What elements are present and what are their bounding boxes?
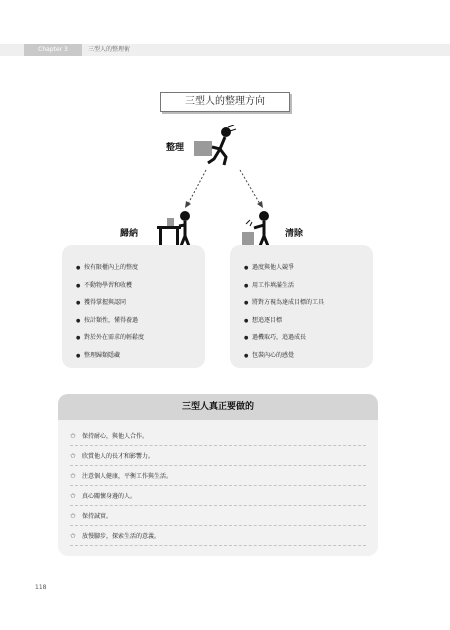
list-item: ● 包裝內心的感覺	[244, 351, 295, 359]
list-item: ✩ 欣賞他人的長才和影響力。	[70, 446, 366, 466]
diagram-title: 三型人的整理方向	[160, 92, 290, 112]
star-icon: ✩	[70, 472, 76, 480]
star-icon: ✩	[70, 432, 76, 440]
list-item: ● 將對方視為達成目標的工具	[244, 299, 325, 306]
left-label: 歸納	[120, 229, 139, 239]
star-icon: ✩	[70, 452, 76, 460]
discard-figure-icon	[240, 210, 282, 248]
panel-title: 三型人真正要做的	[58, 394, 378, 420]
star-icon: ✩	[70, 532, 76, 540]
chapter-label: Chapter 3	[24, 44, 82, 56]
list-item: ● 按計類性，懂得養過	[76, 316, 139, 324]
list-item: ✩ 保持耐心，與他人合作。	[70, 426, 366, 446]
list-item: ✩ 真心關懷身邊的人。	[70, 486, 366, 506]
right-label: 清除	[285, 229, 304, 239]
top-label: 整理	[166, 143, 185, 153]
page-number: 118	[35, 584, 47, 591]
list-item: ● 過度與他人競爭	[244, 264, 295, 271]
right-box	[230, 245, 373, 368]
list-item: ● 想追逐目標	[244, 316, 283, 324]
list-item: ● 用工作填滿生活	[244, 281, 295, 289]
action-panel	[58, 394, 378, 556]
list-item: ✩ 放慢腳步，探索生活的意義。	[70, 526, 366, 546]
list-item: ● 過機取巧，追過成長	[244, 334, 307, 341]
star-icon: ✩	[70, 492, 76, 500]
list-item: ● 獲得掌握與認同	[76, 299, 127, 306]
carrying-box-figure-icon	[192, 125, 238, 167]
list-item: ● 按有限櫃內上的整度	[76, 264, 139, 271]
list-item: ✩ 保持誠實。	[70, 506, 366, 526]
list-item: ● 不動物學習和收穫	[76, 281, 133, 289]
star-icon: ✩	[70, 512, 76, 520]
list-item: ● 對於外在需求的輕鬆度	[76, 334, 145, 341]
left-box	[62, 245, 205, 368]
desk-figure-icon	[155, 210, 197, 248]
list-item: ● 整理歸類隱藏	[76, 351, 121, 359]
chapter-title: 三型人的整理術	[88, 46, 131, 53]
list-item: ✩ 注意個人健康，平衡工作與生活。	[70, 466, 366, 486]
branch-arrows-icon	[150, 166, 300, 212]
